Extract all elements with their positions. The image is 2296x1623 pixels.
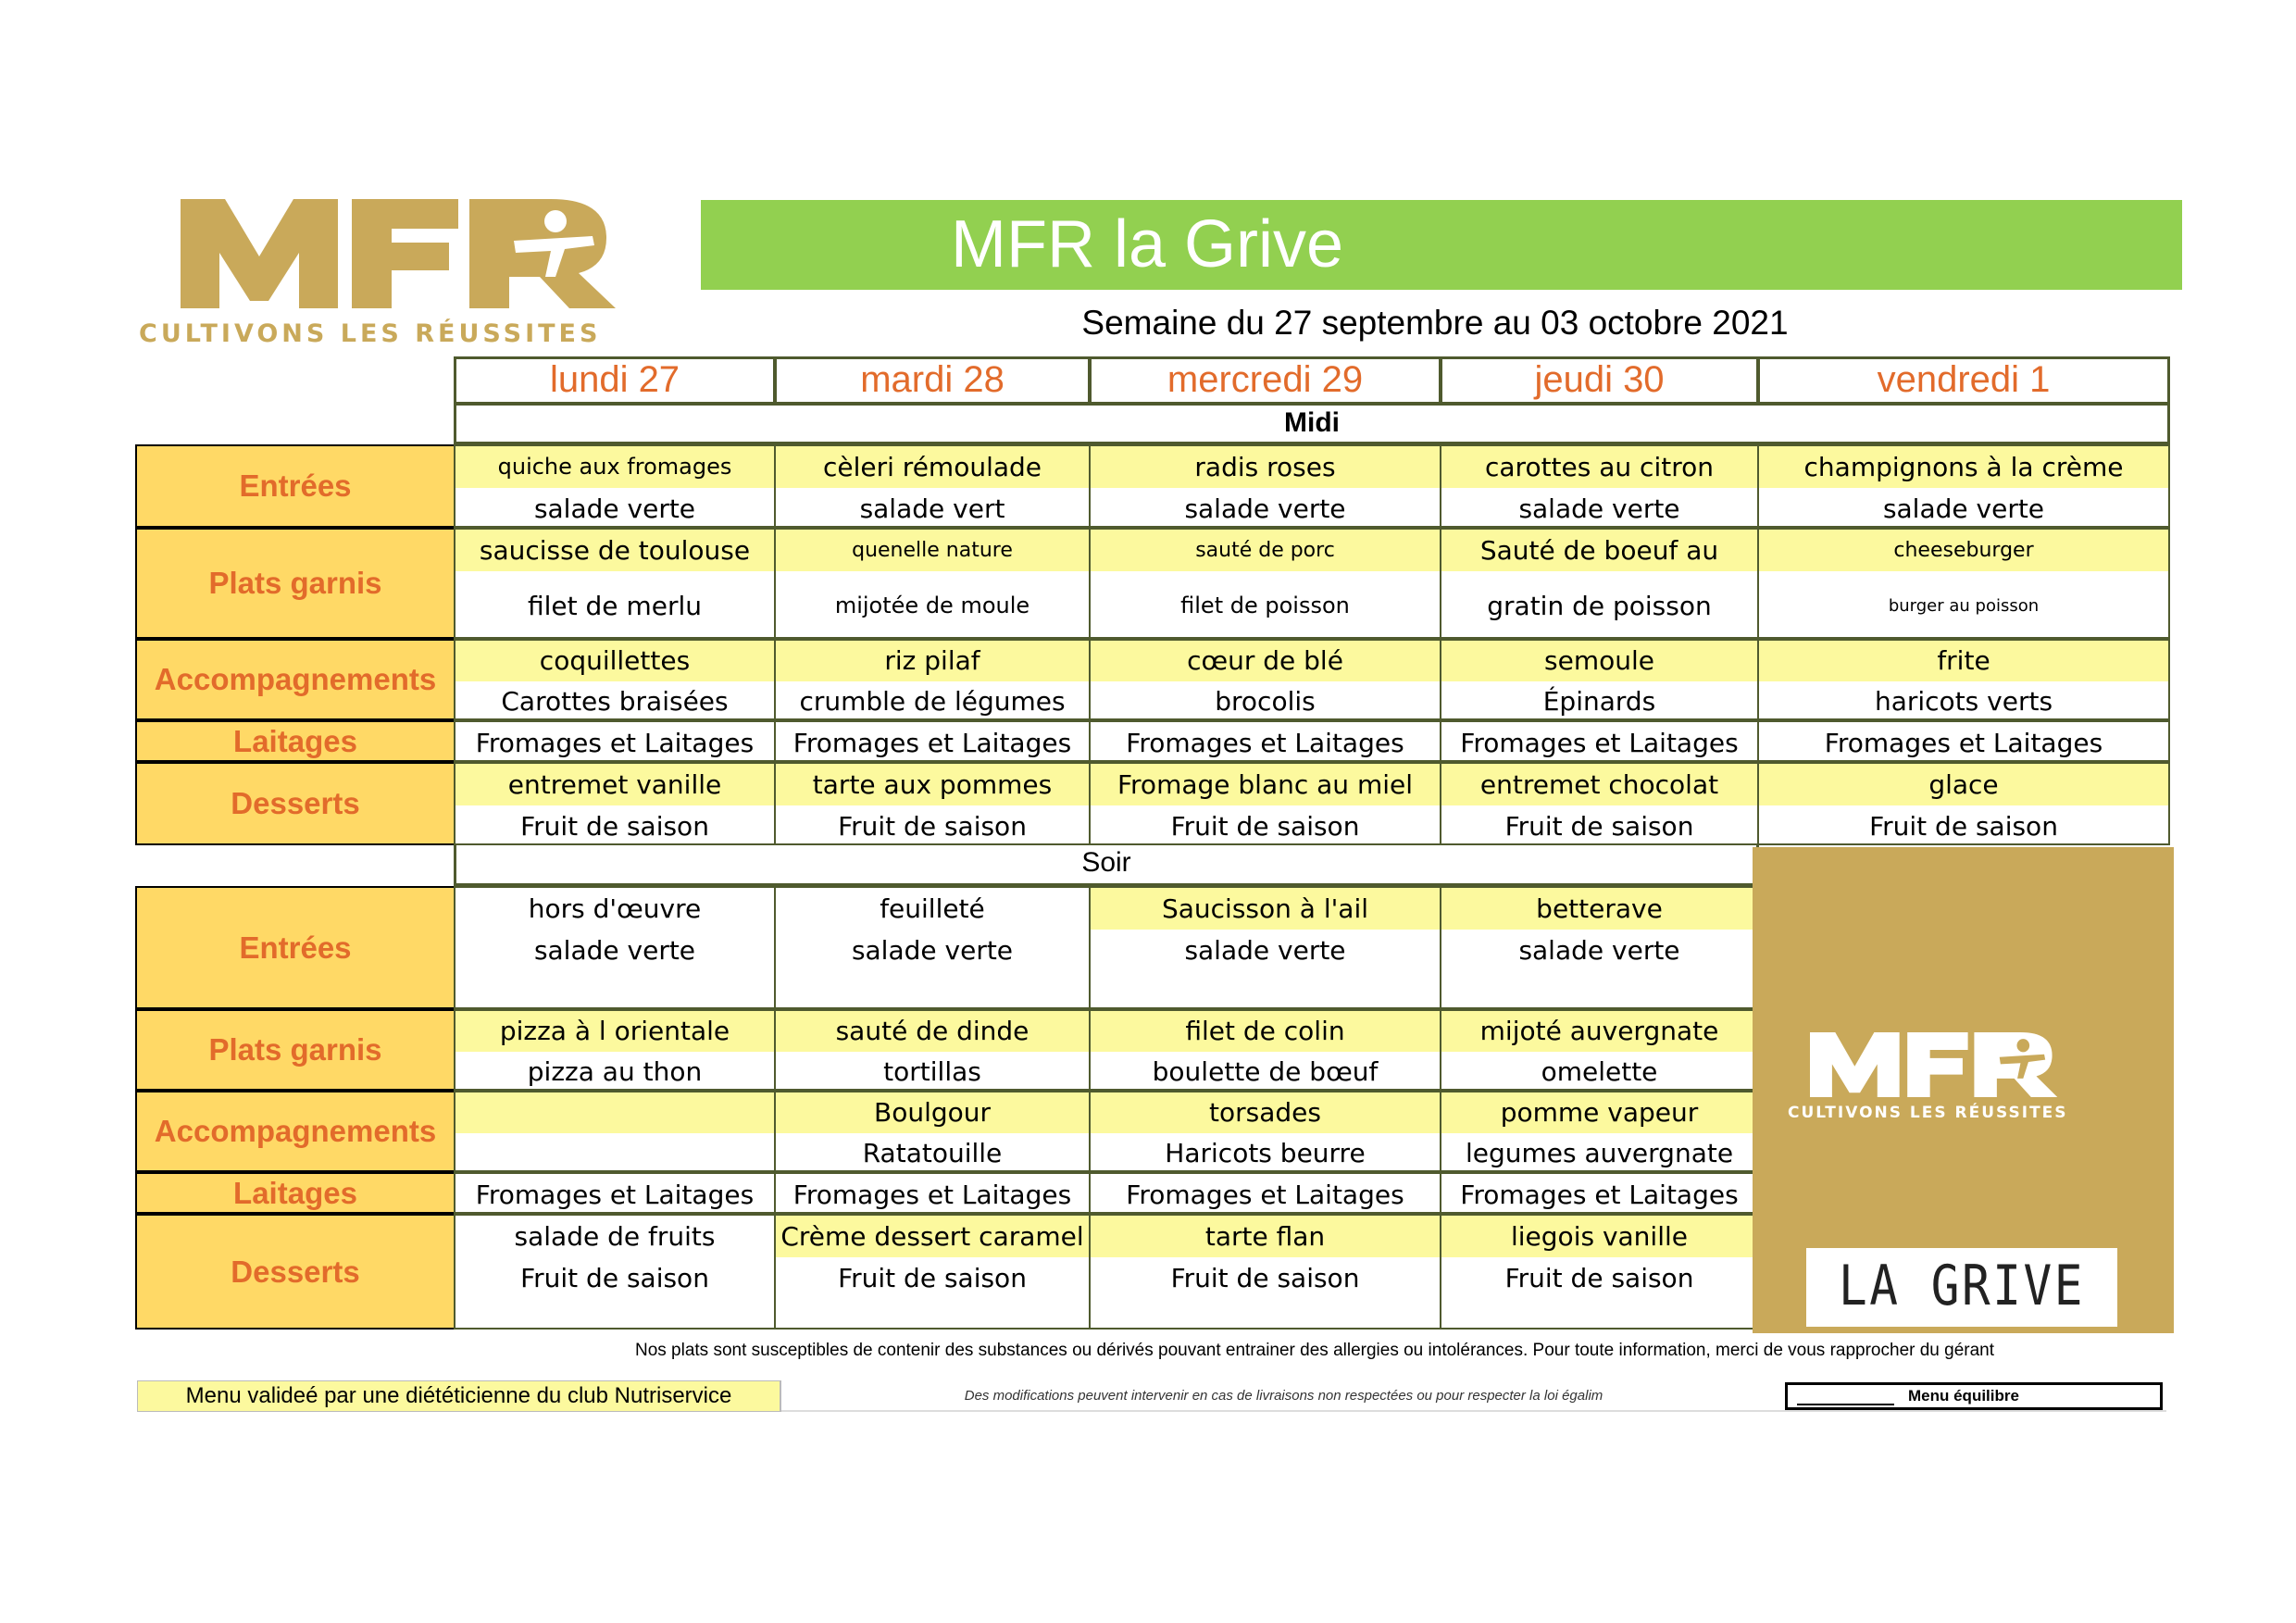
menu-cell [1440,886,1759,1009]
menu-item: Fruit de saison [838,1263,1027,1293]
footer-row [137,1380,2166,1412]
menu-cell [774,444,1091,528]
menu-item: sauté de dinde [776,1011,1089,1052]
menu-item: carottes au citron [1441,446,1757,488]
menu-item: salade verte [1184,935,1346,966]
menu-item: crumble de légumes [799,686,1066,717]
menu-item: pizza à l orientale [455,1011,774,1052]
menu-item: tortillas [883,1056,981,1087]
la-grive-signature-box [1806,1248,2117,1327]
week-range: Semaine du 27 septembre au 03 octobre 2021 [1081,304,1789,342]
menu-item: salade verte [851,935,1014,966]
menu-cell [454,1172,776,1214]
menu-item: Fromages et Laitages [475,728,755,758]
menu-item: betterave [1441,888,1757,930]
menu-cell [774,762,1091,845]
mfr-logo [181,199,653,308]
menu-item: salade de fruits [514,1221,716,1252]
modifications-note: Des modifications peuvent intervenir en cas de livraisons non respectées ou pour respecter la loi égalim [780,1380,1786,1412]
menu-cell [454,1214,776,1330]
menu-item: radis roses [1091,446,1440,488]
menu-item: Fruit de saison [1170,1263,1360,1293]
menu-item: Fromages et Laitages [1126,728,1404,758]
menu-item: hors d'œuvre [528,893,702,924]
menu-item: Fruit de saison [1504,811,1694,842]
menu-item: Fromages et Laitages [475,1180,755,1210]
category-label: Plats garnis [135,1009,455,1091]
menu-item: Fromages et Laitages [1824,728,2103,758]
menu-item: haricots verts [1874,686,2053,717]
day-header: mercredi 29 [1089,356,1441,405]
menu-item: quenelle nature [776,530,1089,571]
menu-item: sauté de porc [1091,530,1440,571]
menu-item: cheeseburger [1759,530,2168,571]
menu-cell [774,886,1091,1009]
logo-tagline: CULTIVONS LES RÉUSSITES [139,319,602,348]
menu-cell [774,639,1091,720]
menu-cell [774,528,1091,639]
menu-item: feuilleté [880,893,985,924]
menu-item: Fruit de saison [838,811,1027,842]
menu-item: salade verte [1518,935,1680,966]
category-label: Entrées [135,886,455,1009]
menu-item: Épinards [1542,686,1656,717]
menu-item: Fruit de saison [1170,811,1360,842]
category-label: Plats garnis [135,528,455,639]
section-midi-label: Midi [454,403,2170,444]
menu-item: filet de colin [1091,1011,1440,1052]
menu-item: Ratatouille [862,1138,1003,1168]
menu-cell [454,444,776,528]
category-label: Laitages [135,1172,455,1214]
menu-cell [454,720,776,762]
menu-item: burger au poisson [1888,596,2040,616]
menu-cell [1440,720,1759,762]
menu-item: gratin de poisson [1487,591,1712,621]
menu-cell [774,1172,1091,1214]
menu-item: cèleri rémoulade [776,446,1089,488]
menu-item: Fruit de saison [520,1263,709,1293]
menu-cell [454,1009,776,1091]
menu-item: Sauté de boeuf au [1441,530,1757,571]
allergy-notice: Nos plats sont susceptibles de contenir des substances ou dérivés pouvant entrainer des allergies ou intolérances. Pour toute information, merci de vous rapprocher du gérant [634,1341,1995,1360]
menu-cell [774,1214,1091,1330]
menu-item: Saucisson à l'ail [1091,888,1440,930]
menu-cell [1757,762,2170,845]
menu-item: brocolis [1215,686,1316,717]
validated-note: Menu valideé par une diététicienne du club Nutriservice [137,1380,780,1412]
legend-box [1785,1382,2163,1410]
menu-cell [1757,720,2170,762]
menu-item: mijotée de moule [834,593,1030,618]
menu-cell [1440,1009,1759,1091]
section-soir-label: Soir [454,843,1759,886]
menu-item: filet de merlu [528,591,702,621]
menu-cell [454,886,776,1009]
category-label: Desserts [135,762,455,845]
menu-item: Fromages et Laitages [1460,728,1739,758]
menu-cell [774,1009,1091,1091]
menu-item: salade verte [533,935,696,966]
day-header: vendredi 1 [1757,356,2170,405]
menu-item: filet de poisson [1180,593,1350,618]
title-banner [701,200,2182,290]
menu-cell [1089,444,1441,528]
menu-item: Fruit de saison [1869,811,2058,842]
menu-item: salade verte [1882,493,2045,524]
legend-line [1797,1404,1894,1405]
menu-cell [774,1091,1091,1172]
menu-cell [1089,528,1441,639]
menu-cell [1089,1214,1441,1330]
menu-item: salade verte [1184,493,1346,524]
menu-item: boulette de bœuf [1152,1056,1379,1087]
menu-item: entremet vanille [455,764,774,805]
menu-cell [1440,1214,1759,1330]
menu-item: saucisse de toulouse [455,530,774,571]
menu-item: Fromages et Laitages [792,1180,1072,1210]
category-label: Laitages [135,720,455,762]
menu-cell [454,528,776,639]
menu-item: Fromages et Laitages [792,728,1072,758]
category-label: Entrées [135,444,455,528]
menu-cell [454,762,776,845]
menu-item: Fruit de saison [520,811,709,842]
menu-item: Fromages et Laitages [1460,1180,1739,1210]
menu-cell [1440,1091,1759,1172]
menu-cell [1089,1172,1441,1214]
legend-label: Menu équilibre [1908,1387,2019,1405]
menu-item: torsades [1091,1092,1440,1133]
menu-item [455,1133,774,1172]
menu-item: frite [1759,641,2168,681]
menu-item: cœur de blé [1091,641,1440,681]
menu-item: Fromages et Laitages [1126,1180,1404,1210]
category-label: Accompagnements [135,1091,455,1172]
mfr-logo-small [1810,1032,2078,1097]
day-header: mardi 28 [774,356,1091,405]
menu-cell [1757,444,2170,528]
menu-item: liegois vanille [1441,1216,1757,1257]
menu-cell [774,720,1091,762]
menu-item: riz pilaf [776,641,1089,681]
side-brand-panel [1753,847,2174,1333]
menu-cell [1089,639,1441,720]
menu-item: omelette [1541,1056,1658,1087]
menu-item: Boulgour [776,1092,1089,1133]
menu-cell [1089,762,1441,845]
menu-cell [1440,528,1759,639]
menu-item: tarte aux pommes [776,764,1089,805]
menu-item: salade verte [1518,493,1680,524]
menu-item: glace [1759,764,2168,805]
menu-item: Fruit de saison [1504,1263,1694,1293]
day-header: jeudi 30 [1440,356,1759,405]
menu-item [455,1092,774,1133]
menu-cell [1089,1009,1441,1091]
menu-item: entremet chocolat [1441,764,1757,805]
menu-cell [454,1091,776,1172]
menu-cell [1089,1091,1441,1172]
menu-item: champignons à la crème [1759,446,2168,488]
menu-item: mijoté auvergnate [1441,1011,1757,1052]
menu-item: pomme vapeur [1441,1092,1757,1133]
menu-item: salade verte [533,493,696,524]
menu-item: Crème dessert caramel [776,1216,1089,1257]
menu-item: coquillettes [455,641,774,681]
menu-item: quiche aux fromages [455,446,774,488]
side-logo-tagline: CULTIVONS LES RÉUSSITES [1788,1104,2068,1122]
menu-item: tarte flan [1091,1216,1440,1257]
menu-item: Fromage blanc au miel [1091,764,1440,805]
category-label: Desserts [135,1214,455,1330]
category-label: Accompagnements [135,639,455,720]
menu-item: legumes auvergnate [1465,1138,1734,1168]
menu-cell [1440,639,1759,720]
menu-cell [1757,528,2170,639]
menu-item: semoule [1441,641,1757,681]
menu-item: pizza au thon [527,1056,703,1087]
menu-cell [1089,720,1441,762]
day-header: lundi 27 [454,356,776,405]
menu-item: salade vert [859,493,1005,524]
menu-cell [1440,762,1759,845]
la-grive-signature: LA GRIVE [1838,1254,2086,1318]
menu-item: Carottes braisées [501,686,729,717]
menu-cell [1440,444,1759,528]
menu-cell [1757,639,2170,720]
menu-cell [1089,886,1441,1009]
page-title: MFR la Grive [951,207,1344,281]
menu-cell [1440,1172,1759,1214]
menu-item: Haricots beurre [1165,1138,1366,1168]
menu-cell [454,639,776,720]
